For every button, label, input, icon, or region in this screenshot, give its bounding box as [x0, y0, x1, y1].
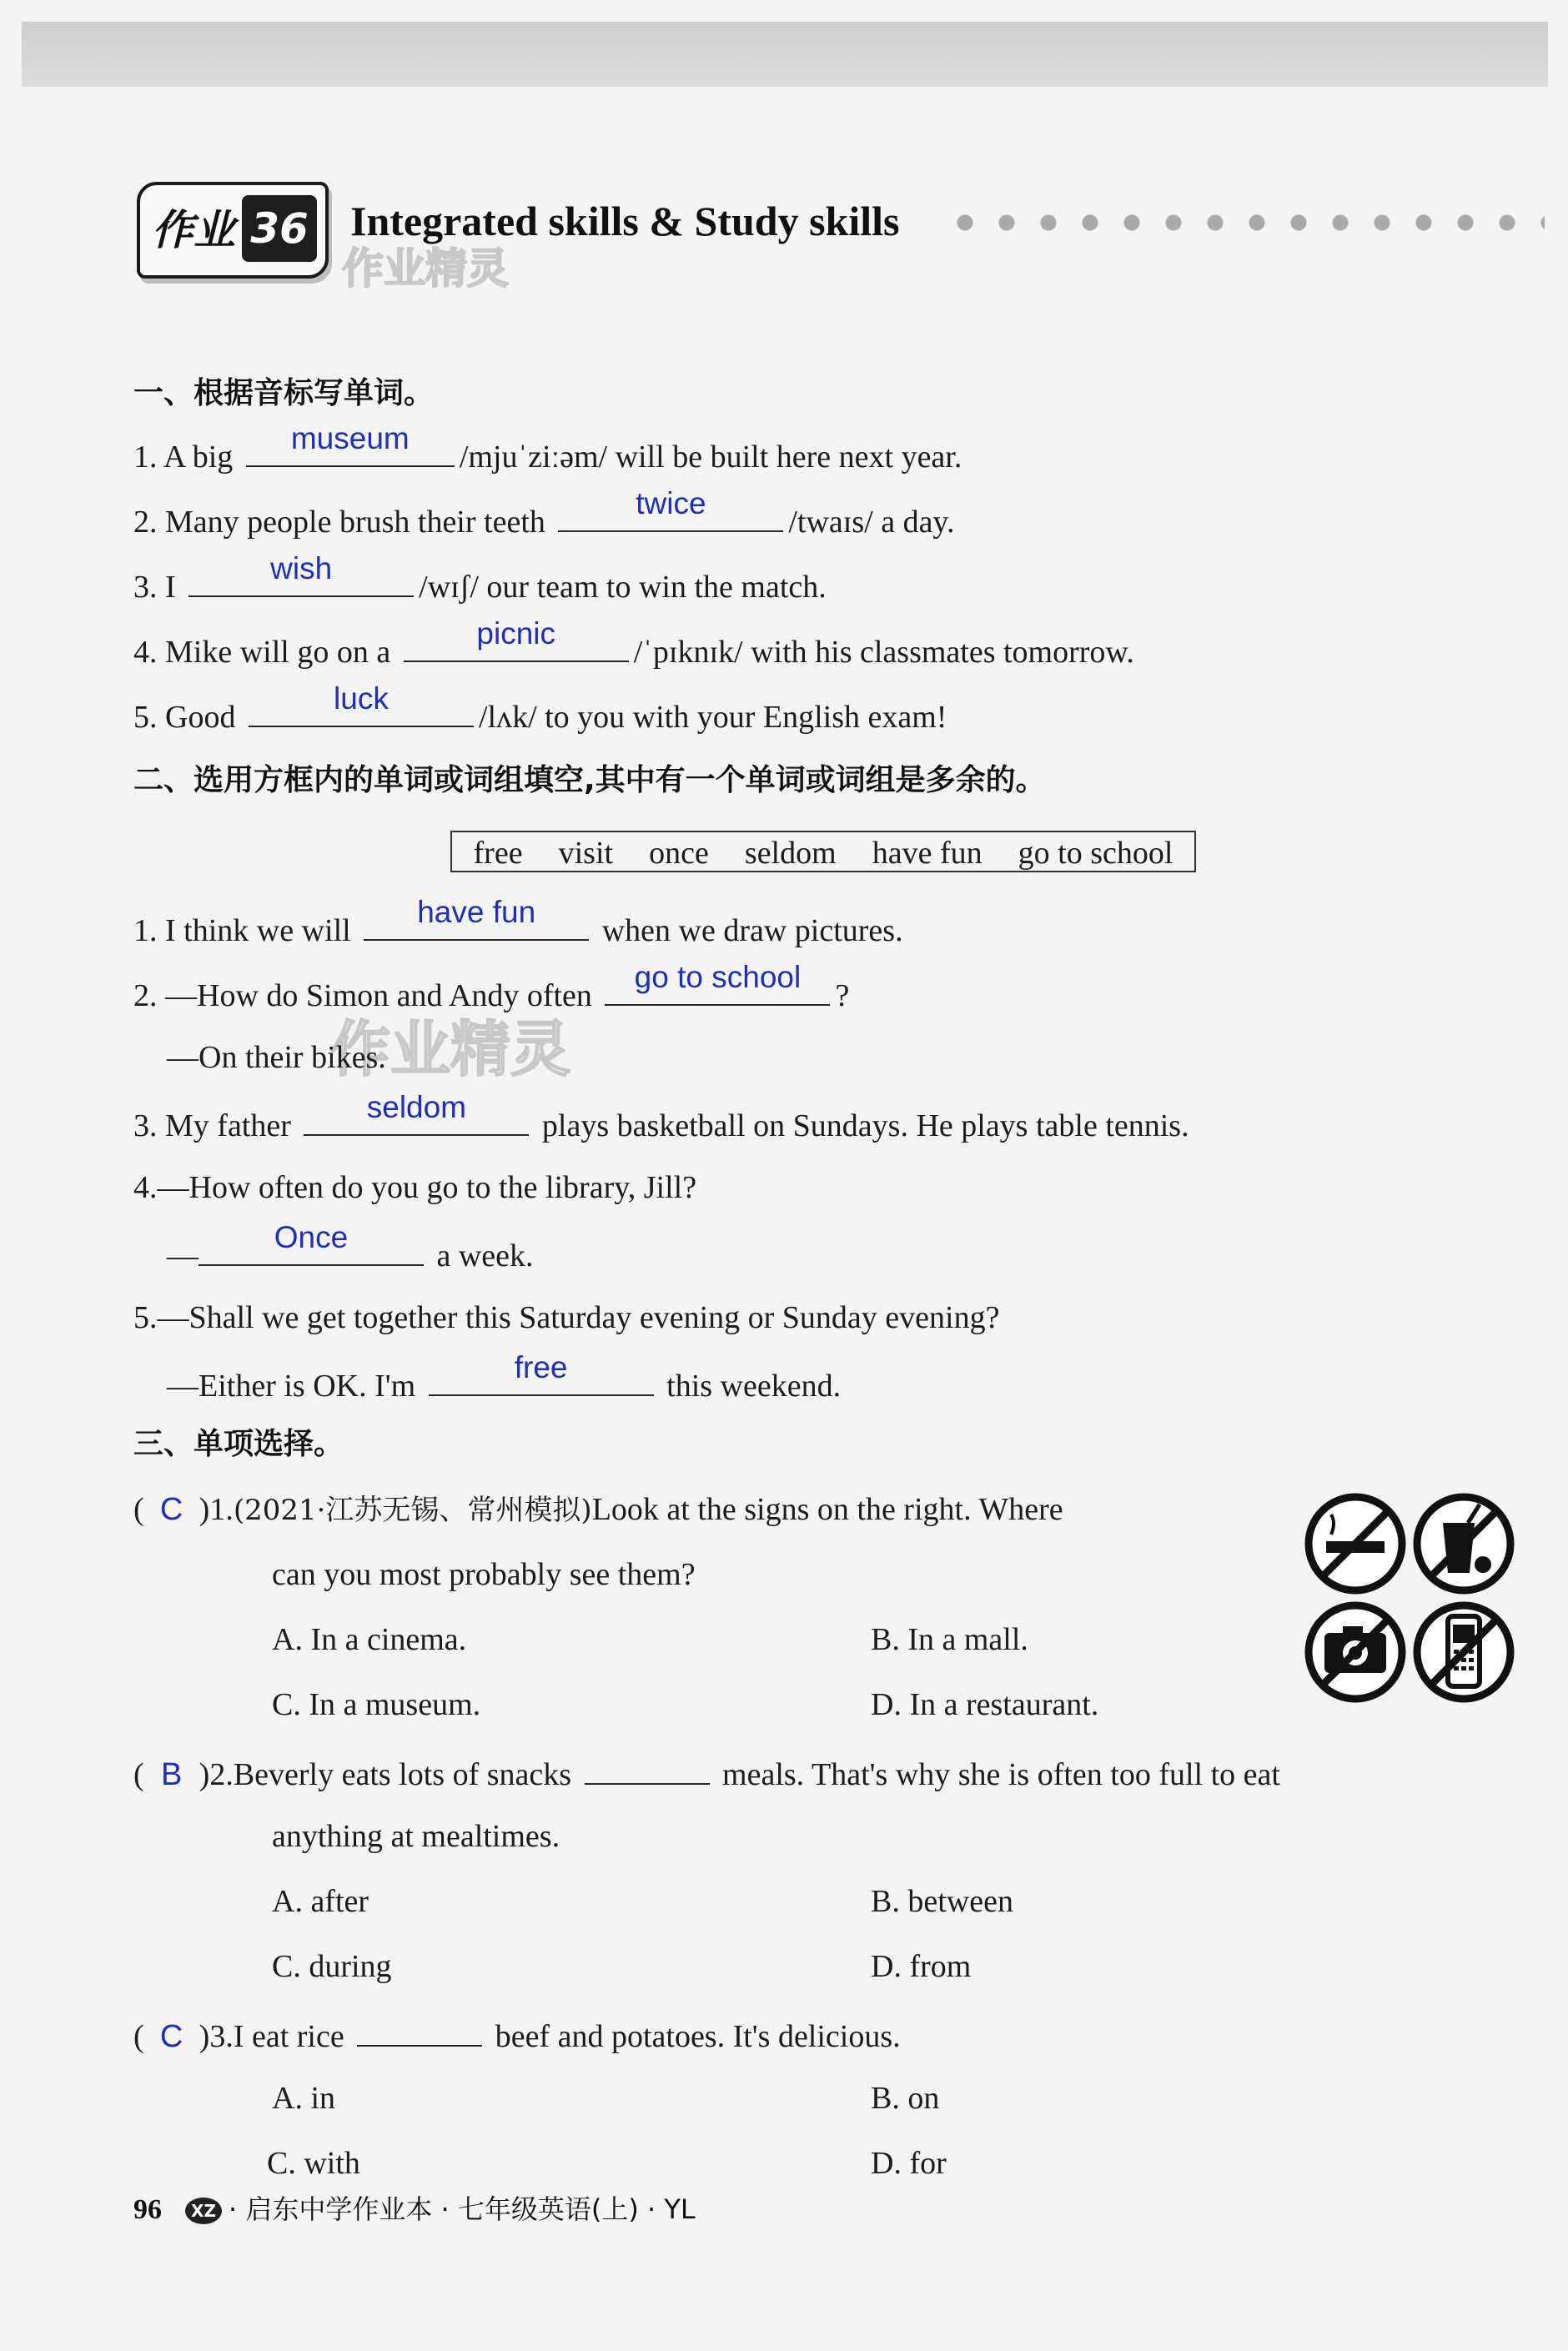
- handwritten-answer: seldom: [366, 1090, 467, 1124]
- title-dot-leader: [944, 210, 1545, 235]
- section2-item-3: [133, 1090, 1189, 1148]
- item-text: I think we will: [165, 913, 351, 948]
- option-b[interactable]: B. on: [871, 2081, 940, 2116]
- handwritten-answer: twice: [636, 486, 706, 520]
- question-stem: Look at the signs on the right. Where: [591, 1492, 1063, 1527]
- choice-answer[interactable]: C: [159, 1492, 183, 1527]
- handwritten-answer: have fun: [417, 895, 536, 929]
- word-bank-item: visit: [558, 836, 614, 871]
- page-footer: [133, 2188, 696, 2227]
- homework-badge-word: 作业: [152, 206, 235, 254]
- section2-item-4: [133, 1166, 696, 1209]
- option-d[interactable]: D. from: [871, 1949, 972, 1984]
- unit-title: Integrated skills & Study skills: [350, 198, 900, 244]
- choice-answer[interactable]: C: [159, 2019, 183, 2054]
- section2-item-4-reply: [167, 1220, 534, 1278]
- word-bank-item: free: [473, 836, 523, 871]
- answer-blank[interactable]: [404, 616, 629, 662]
- option-a[interactable]: A. In a cinema.: [272, 1622, 467, 1657]
- answer-blank[interactable]: [357, 2012, 482, 2047]
- section3-heading: 三、单项选择。: [133, 1427, 344, 1461]
- question-number: 3.: [209, 2019, 234, 2054]
- handwritten-answer: free: [514, 1350, 568, 1384]
- section2-heading: 二、选用方框内的单词或词组填空,其中有一个单词或词组是多余的。: [133, 763, 1046, 797]
- item-text: plays basketball on Sundays. He plays table tennis.: [541, 1108, 1189, 1143]
- option-c[interactable]: C. during: [272, 1949, 392, 1984]
- word-bank-item: have fun: [872, 836, 983, 871]
- publisher-logo: XZ: [185, 2198, 222, 2224]
- answer-blank[interactable]: [429, 1350, 654, 1396]
- book-title: · 启东中学作业本 · 七年级英语(上) · YL: [229, 2193, 696, 2225]
- section1-item-5: [133, 681, 947, 739]
- handwritten-answer: picnic: [476, 616, 555, 651]
- item-text: My father: [165, 1108, 291, 1143]
- answer-blank[interactable]: [364, 895, 589, 941]
- answer-blank[interactable]: [304, 1090, 529, 1136]
- answer-blank[interactable]: [246, 421, 455, 467]
- section1-item-3: [133, 551, 827, 609]
- section1-item-2: [133, 486, 955, 544]
- item-text: I: [165, 570, 176, 605]
- item-text: —Shall we get together this Saturday evening or Sunday evening?: [157, 1300, 1000, 1335]
- no-smoking-sign-icon: [1309, 1497, 1402, 1590]
- item-text: ?: [835, 978, 850, 1013]
- option-c[interactable]: C. In a museum.: [272, 1687, 481, 1722]
- item-text: /twaɪs/ a day.: [788, 505, 955, 540]
- homework-badge: [137, 182, 329, 279]
- answer-blank[interactable]: [188, 551, 414, 597]
- handwritten-answer: Once: [274, 1220, 349, 1254]
- no-phone-sign-icon: [1417, 1605, 1510, 1699]
- item-number: 5.: [133, 1300, 158, 1335]
- item-text: /ˈpɪknɪk/ with his classmates tomorrow.: [633, 635, 1134, 670]
- word-bank-item: go to school: [1018, 836, 1173, 871]
- watermark: 作业精灵: [330, 1014, 571, 1084]
- option-c[interactable]: C. with: [267, 2146, 360, 2181]
- question-stem: meals. That's why she is often too full to eat: [722, 1757, 1280, 1792]
- item-text: this weekend.: [666, 1369, 842, 1404]
- item-text: —: [167, 1238, 199, 1273]
- item-number: 2.: [133, 978, 158, 1013]
- item-text: A big: [163, 440, 234, 475]
- option-a[interactable]: A. after: [272, 1884, 369, 1919]
- option-b[interactable]: B. In a mall.: [871, 1622, 1028, 1657]
- option-d[interactable]: D. for: [871, 2146, 947, 2181]
- item-text: —How often do you go to the library, Jill?: [157, 1170, 697, 1205]
- section2-item-2-reply: —On their bikes.: [167, 1040, 386, 1075]
- mc-question-1: ( C )1.(2021·江苏无锡、常州模拟)Look at the signs on the right. Where: [133, 1492, 1063, 1527]
- question-stem: I eat rice: [233, 2019, 344, 2054]
- section1-item-4: [133, 616, 1134, 674]
- word-bank-item: once: [649, 836, 709, 871]
- option-d[interactable]: D. In a restaurant.: [871, 1687, 1099, 1722]
- handwritten-answer: luck: [334, 681, 389, 716]
- item-number: 5.: [133, 700, 158, 735]
- page-number: 96: [133, 2194, 162, 2225]
- no-camera-sign-icon: [1309, 1605, 1402, 1699]
- mc-question-2-stem-cont: anything at mealtimes.: [272, 1819, 560, 1854]
- item-text: /lʌk/ to you with your English exam!: [478, 700, 947, 735]
- choice-answer[interactable]: B: [160, 1757, 183, 1792]
- mc-question-3: ( C )3.I eat rice beef and potatoes. It's delicious.: [133, 2012, 901, 2058]
- mc-question-2: ( B )2.Beverly eats lots of snacks meals. That's why she is often too full to eat: [133, 1750, 1280, 1796]
- question-number: 2.: [209, 1757, 234, 1792]
- handwritten-answer: go to school: [634, 960, 802, 994]
- section1-item-1: [133, 421, 962, 479]
- item-number: 1.: [133, 913, 158, 948]
- section2-item-2: [133, 960, 850, 1017]
- section2-item-5-reply: [167, 1350, 842, 1408]
- mc-question-1-stem-cont: can you most probably see them?: [272, 1557, 696, 1592]
- answer-blank[interactable]: [249, 681, 474, 727]
- answer-blank[interactable]: [558, 486, 783, 532]
- question-number: 1.: [209, 1492, 234, 1527]
- answer-blank[interactable]: [605, 960, 830, 1006]
- item-text: Good: [165, 700, 236, 735]
- prohibition-signs: [1301, 1489, 1518, 1706]
- option-a[interactable]: A. in: [272, 2081, 335, 2116]
- item-text: —Either is OK. I'm: [167, 1369, 416, 1404]
- item-text: a week.: [436, 1238, 534, 1273]
- item-text: Mike will go on a: [165, 635, 391, 670]
- item-number: 3.: [133, 1108, 158, 1143]
- option-b[interactable]: B. between: [871, 1884, 1013, 1919]
- question-source: (2021·江苏无锡、常州模拟): [233, 1494, 592, 1527]
- word-bank-box: [450, 831, 1196, 872]
- watermark: 作业精灵: [342, 244, 509, 293]
- word-bank-item: seldom: [744, 836, 837, 871]
- answer-blank[interactable]: [585, 1750, 710, 1785]
- item-number: 3.: [133, 570, 158, 605]
- section2-item-5: [133, 1296, 999, 1339]
- question-stem: beef and potatoes. It's delicious.: [495, 2019, 901, 2054]
- item-text: when we draw pictures.: [601, 913, 903, 948]
- question-stem: Beverly eats lots of snacks: [233, 1757, 572, 1792]
- item-number: 4.: [133, 1170, 158, 1205]
- item-number: 1.: [133, 440, 158, 475]
- section1-heading: 一、根据音标写单词。: [133, 376, 435, 410]
- item-text: —How do Simon and Andy often: [165, 978, 592, 1013]
- scan-top-border: [22, 22, 1548, 87]
- item-number: 2.: [133, 505, 158, 540]
- item-number: 4.: [133, 635, 158, 670]
- homework-badge-number: 36: [242, 195, 317, 262]
- item-text: /wɪʃ/ our team to win the match.: [419, 570, 827, 605]
- no-food-drink-sign-icon: [1417, 1497, 1510, 1590]
- section2-item-1: [133, 895, 903, 952]
- answer-blank[interactable]: [199, 1220, 424, 1266]
- handwritten-answer: museum: [290, 421, 410, 455]
- item-text: /mjuˈziːəm/ will be built here next year.: [459, 440, 962, 475]
- item-text: Many people brush their teeth: [165, 505, 545, 540]
- handwritten-answer: wish: [270, 551, 333, 585]
